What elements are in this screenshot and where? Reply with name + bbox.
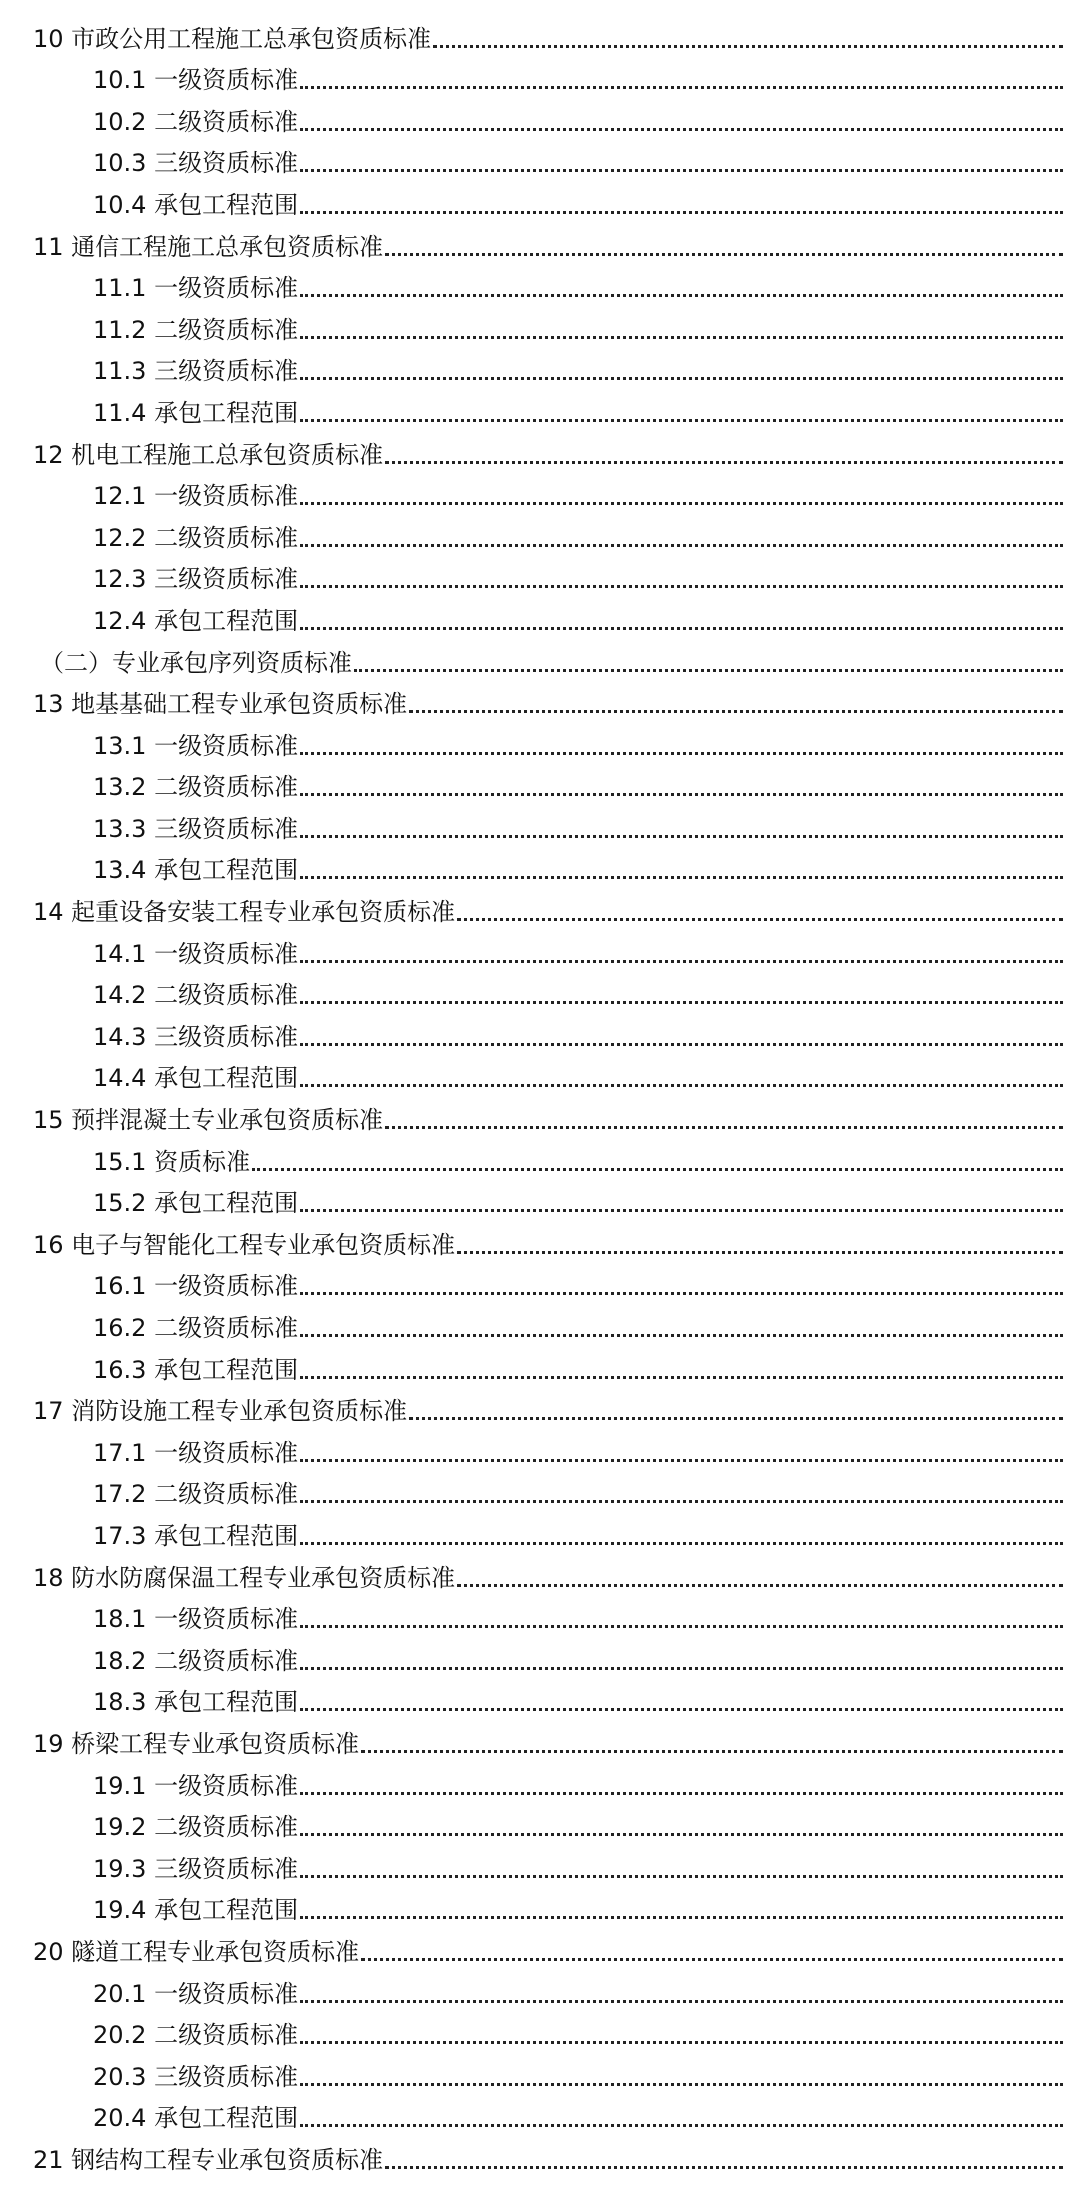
- toc-entry-title: 12.4 承包工程范围: [93, 606, 299, 635]
- toc-dot-leader: [300, 1792, 1063, 1795]
- toc-entry-title: 13 地基基础工程专业承包资质标准: [33, 690, 408, 719]
- toc-dot-leader: [300, 1833, 1063, 1836]
- toc-dot-leader: [300, 1667, 1063, 1670]
- toc-entry-title: 16.1 一级资质标准: [93, 1272, 299, 1301]
- toc-subsection-entry[interactable]: [0, 1884, 1072, 1926]
- toc-dot-leader: [300, 1001, 1063, 1004]
- toc-entry-title: 15.2 承包工程范围: [93, 1189, 299, 1218]
- toc-entry-title: 11.4 承包工程范围: [93, 398, 299, 427]
- toc-dot-leader: [252, 1168, 1063, 1171]
- toc-entry-title: 19.1 一级资质标准: [93, 1771, 299, 1800]
- toc-entry-title: 14 起重设备安装工程专业承包资质标准: [33, 898, 456, 927]
- toc-dot-leader: [300, 1708, 1063, 1711]
- toc-dot-leader: [300, 336, 1063, 339]
- toc-entry-title: 17.2 二级资质标准: [93, 1480, 299, 1509]
- toc-dot-leader: [300, 1916, 1063, 1919]
- toc-section-entry[interactable]: [0, 1717, 1072, 1759]
- toc-subsection-entry[interactable]: [0, 927, 1072, 969]
- toc-dot-leader: [300, 1334, 1063, 1337]
- toc-subsection-entry[interactable]: [0, 969, 1072, 1011]
- toc-entry-title: 18 防水防腐保温工程专业承包资质标准: [33, 1563, 456, 1592]
- toc-dot-leader: [457, 1584, 1063, 1587]
- toc-subsection-entry[interactable]: [0, 719, 1072, 761]
- toc-entry-title: 11 通信工程施工总承包资质标准: [33, 232, 384, 261]
- toc-entry-title: 14.2 二级资质标准: [93, 981, 299, 1010]
- toc-dot-leader: [300, 1043, 1063, 1046]
- toc-entry-title: 13.1 一级资质标准: [93, 731, 299, 760]
- toc-subsection-entry[interactable]: [0, 303, 1072, 345]
- toc-subsection-entry[interactable]: [0, 1468, 1072, 1510]
- toc-entry-title: 17.1 一级资质标准: [93, 1438, 299, 1467]
- toc-subsection-entry[interactable]: [0, 844, 1072, 886]
- toc-subsection-entry[interactable]: [0, 1634, 1072, 1676]
- toc-entry-title: 10.4 承包工程范围: [93, 190, 299, 219]
- toc-entry-title: 16.3 承包工程范围: [93, 1355, 299, 1384]
- toc-dot-leader: [385, 1126, 1063, 1129]
- toc-section-entry[interactable]: [0, 1218, 1072, 1260]
- toc-dot-leader: [300, 2083, 1063, 2086]
- toc-entry-title: 12.1 一级资质标准: [93, 482, 299, 511]
- toc-subsection-entry[interactable]: [0, 1301, 1072, 1343]
- toc-entry-title: 10.2 二级资质标准: [93, 107, 299, 136]
- toc-entry-title: 20 隧道工程专业承包资质标准: [33, 1937, 360, 1966]
- toc-subsection-entry[interactable]: [0, 2050, 1072, 2092]
- toc-entry-title: 18.2 二级资质标准: [93, 1646, 299, 1675]
- toc-entry-title: 17.3 承包工程范围: [93, 1521, 299, 1550]
- toc-entry-title: 20.3 三级资质标准: [93, 2062, 299, 2091]
- toc-dot-leader: [457, 1251, 1063, 1254]
- toc-entry-title: 20.4 承包工程范围: [93, 2104, 299, 2133]
- toc-entry-title: 12.2 二级资质标准: [93, 523, 299, 552]
- toc-dot-leader: [300, 876, 1063, 879]
- toc-subsection-entry[interactable]: [0, 1177, 1072, 1219]
- toc-dot-leader: [300, 169, 1063, 172]
- toc-dot-leader: [300, 2041, 1063, 2044]
- toc-dot-leader: [457, 918, 1063, 921]
- toc-dot-leader: [385, 253, 1063, 256]
- toc-entry-title: 10.1 一级资质标准: [93, 66, 299, 95]
- toc-subsection-entry[interactable]: [0, 1010, 1072, 1052]
- toc-section-entry[interactable]: [0, 1093, 1072, 1135]
- toc-dot-leader: [361, 1958, 1063, 1961]
- toc-subsection-entry[interactable]: [0, 386, 1072, 428]
- toc-part-heading[interactable]: [0, 636, 1072, 678]
- toc-subsection-entry[interactable]: [0, 761, 1072, 803]
- toc-subsection-entry[interactable]: [0, 1052, 1072, 1094]
- toc-dot-leader: [433, 45, 1063, 48]
- toc-subsection-entry[interactable]: [0, 1801, 1072, 1843]
- toc-dot-leader: [300, 128, 1063, 131]
- toc-section-entry[interactable]: [0, 428, 1072, 470]
- toc-subsection-entry[interactable]: [0, 2009, 1072, 2051]
- toc-subsection-entry[interactable]: [0, 178, 1072, 220]
- toc-dot-leader: [300, 1625, 1063, 1628]
- toc-subsection-entry[interactable]: [0, 802, 1072, 844]
- toc-dot-leader: [300, 86, 1063, 89]
- toc-subsection-entry[interactable]: [0, 1676, 1072, 1718]
- toc-entry-title: 11.1 一级资质标准: [93, 274, 299, 303]
- toc-section-entry[interactable]: [0, 1925, 1072, 1967]
- toc-dot-leader: [300, 1376, 1063, 1379]
- toc-section-entry[interactable]: [0, 220, 1072, 262]
- toc-subsection-entry[interactable]: [0, 262, 1072, 304]
- toc-entry-title: 18.3 承包工程范围: [93, 1688, 299, 1717]
- toc-dot-leader: [361, 1750, 1063, 1753]
- toc-entry-title: 20.1 一级资质标准: [93, 1979, 299, 2008]
- toc-subsection-entry[interactable]: [0, 553, 1072, 595]
- toc-section-entry[interactable]: [0, 12, 1072, 54]
- toc-entry-title: 11.3 三级资质标准: [93, 357, 299, 386]
- toc-dot-leader: [300, 1542, 1063, 1545]
- toc-dot-leader: [300, 1292, 1063, 1295]
- toc-entry-title: 21 钢结构工程专业承包资质标准: [33, 2145, 384, 2174]
- toc-subsection-entry[interactable]: [0, 1135, 1072, 1177]
- toc-dot-leader: [300, 294, 1063, 297]
- toc-entry-title: （二）专业承包序列资质标准: [40, 648, 352, 677]
- toc-entry-title: 15.1 资质标准: [93, 1147, 251, 1176]
- toc-section-entry[interactable]: [0, 1551, 1072, 1593]
- toc-dot-leader: [300, 419, 1063, 422]
- toc-section-entry[interactable]: [0, 2133, 1072, 2175]
- toc-dot-leader: [300, 627, 1063, 630]
- toc-subsection-entry[interactable]: [0, 137, 1072, 179]
- toc-dot-leader: [300, 2000, 1063, 2003]
- toc-section-entry[interactable]: [0, 1385, 1072, 1427]
- toc-subsection-entry[interactable]: [0, 1509, 1072, 1551]
- toc-entry-title: 18.1 一级资质标准: [93, 1605, 299, 1634]
- toc-subsection-entry[interactable]: [0, 1842, 1072, 1884]
- toc-subsection-entry[interactable]: [0, 345, 1072, 387]
- toc-dot-leader: [300, 502, 1063, 505]
- toc-subsection-entry[interactable]: [0, 54, 1072, 96]
- toc-dot-leader: [409, 1417, 1063, 1420]
- toc-entry-title: 14.4 承包工程范围: [93, 1064, 299, 1093]
- toc-subsection-entry[interactable]: [0, 2092, 1072, 2134]
- toc-dot-leader: [409, 710, 1063, 713]
- toc-entry-title: 13.3 三级资质标准: [93, 814, 299, 843]
- toc-entry-title: 14.3 三级资质标准: [93, 1022, 299, 1051]
- toc-subsection-entry[interactable]: [0, 511, 1072, 553]
- toc-dot-leader: [300, 835, 1063, 838]
- toc-entry-title: 13.4 承包工程范围: [93, 856, 299, 885]
- toc-entry-title: 13.2 二级资质标准: [93, 773, 299, 802]
- toc-section-entry[interactable]: [0, 885, 1072, 927]
- toc-dot-leader: [300, 752, 1063, 755]
- toc-entry-title: 12 机电工程施工总承包资质标准: [33, 440, 384, 469]
- toc-dot-leader: [300, 1500, 1063, 1503]
- toc-dot-leader: [300, 1875, 1063, 1878]
- toc-entry-title: 16 电子与智能化工程专业承包资质标准: [33, 1230, 456, 1259]
- toc-subsection-entry[interactable]: [0, 95, 1072, 137]
- toc-subsection-entry[interactable]: [0, 1260, 1072, 1302]
- toc-entry-title: 11.2 二级资质标准: [93, 315, 299, 344]
- toc-dot-leader: [300, 793, 1063, 796]
- toc-entry-title: 19.3 三级资质标准: [93, 1854, 299, 1883]
- toc-dot-leader: [300, 960, 1063, 963]
- toc-entry-title: 10 市政公用工程施工总承包资质标准: [33, 24, 432, 53]
- toc-dot-leader: [300, 211, 1063, 214]
- toc-entry-title: 19 桥梁工程专业承包资质标准: [33, 1729, 360, 1758]
- toc-entry-title: 12.3 三级资质标准: [93, 565, 299, 594]
- toc-dot-leader: [300, 1209, 1063, 1212]
- toc-subsection-entry[interactable]: [0, 1967, 1072, 2009]
- toc-dot-leader: [300, 1084, 1063, 1087]
- toc-subsection-entry[interactable]: [0, 470, 1072, 512]
- toc-entry-title: 17 消防设施工程专业承包资质标准: [33, 1397, 408, 1426]
- toc-entry-title: 16.2 二级资质标准: [93, 1314, 299, 1342]
- toc-subsection-entry[interactable]: [0, 1759, 1072, 1801]
- toc-section-entry[interactable]: [0, 678, 1072, 720]
- toc-entry-title: 14.1 一级资质标准: [93, 939, 299, 968]
- toc-entry-title: 10.3 三级资质标准: [93, 149, 299, 178]
- toc-dot-leader: [300, 585, 1063, 588]
- toc-entry-title: 20.2 二级资质标准: [93, 2021, 299, 2050]
- toc-entry-title: 19.4 承包工程范围: [93, 1896, 299, 1925]
- toc-subsection-entry[interactable]: [0, 1343, 1072, 1385]
- toc-subsection-entry[interactable]: [0, 1426, 1072, 1468]
- toc-dot-leader: [300, 544, 1063, 547]
- toc-dot-leader: [300, 377, 1063, 380]
- toc-dot-leader: [354, 669, 1063, 672]
- toc-subsection-entry[interactable]: [0, 594, 1072, 636]
- toc-dot-leader: [385, 461, 1063, 464]
- toc-dot-leader: [385, 2166, 1063, 2169]
- toc-dot-leader: [300, 2124, 1063, 2127]
- toc-dot-leader: [300, 1459, 1063, 1462]
- toc-entry-title: 19.2 二级资质标准: [93, 1813, 299, 1842]
- toc-entry-title: 15 预拌混凝土专业承包资质标准: [33, 1106, 384, 1135]
- toc-subsection-entry[interactable]: [0, 1593, 1072, 1635]
